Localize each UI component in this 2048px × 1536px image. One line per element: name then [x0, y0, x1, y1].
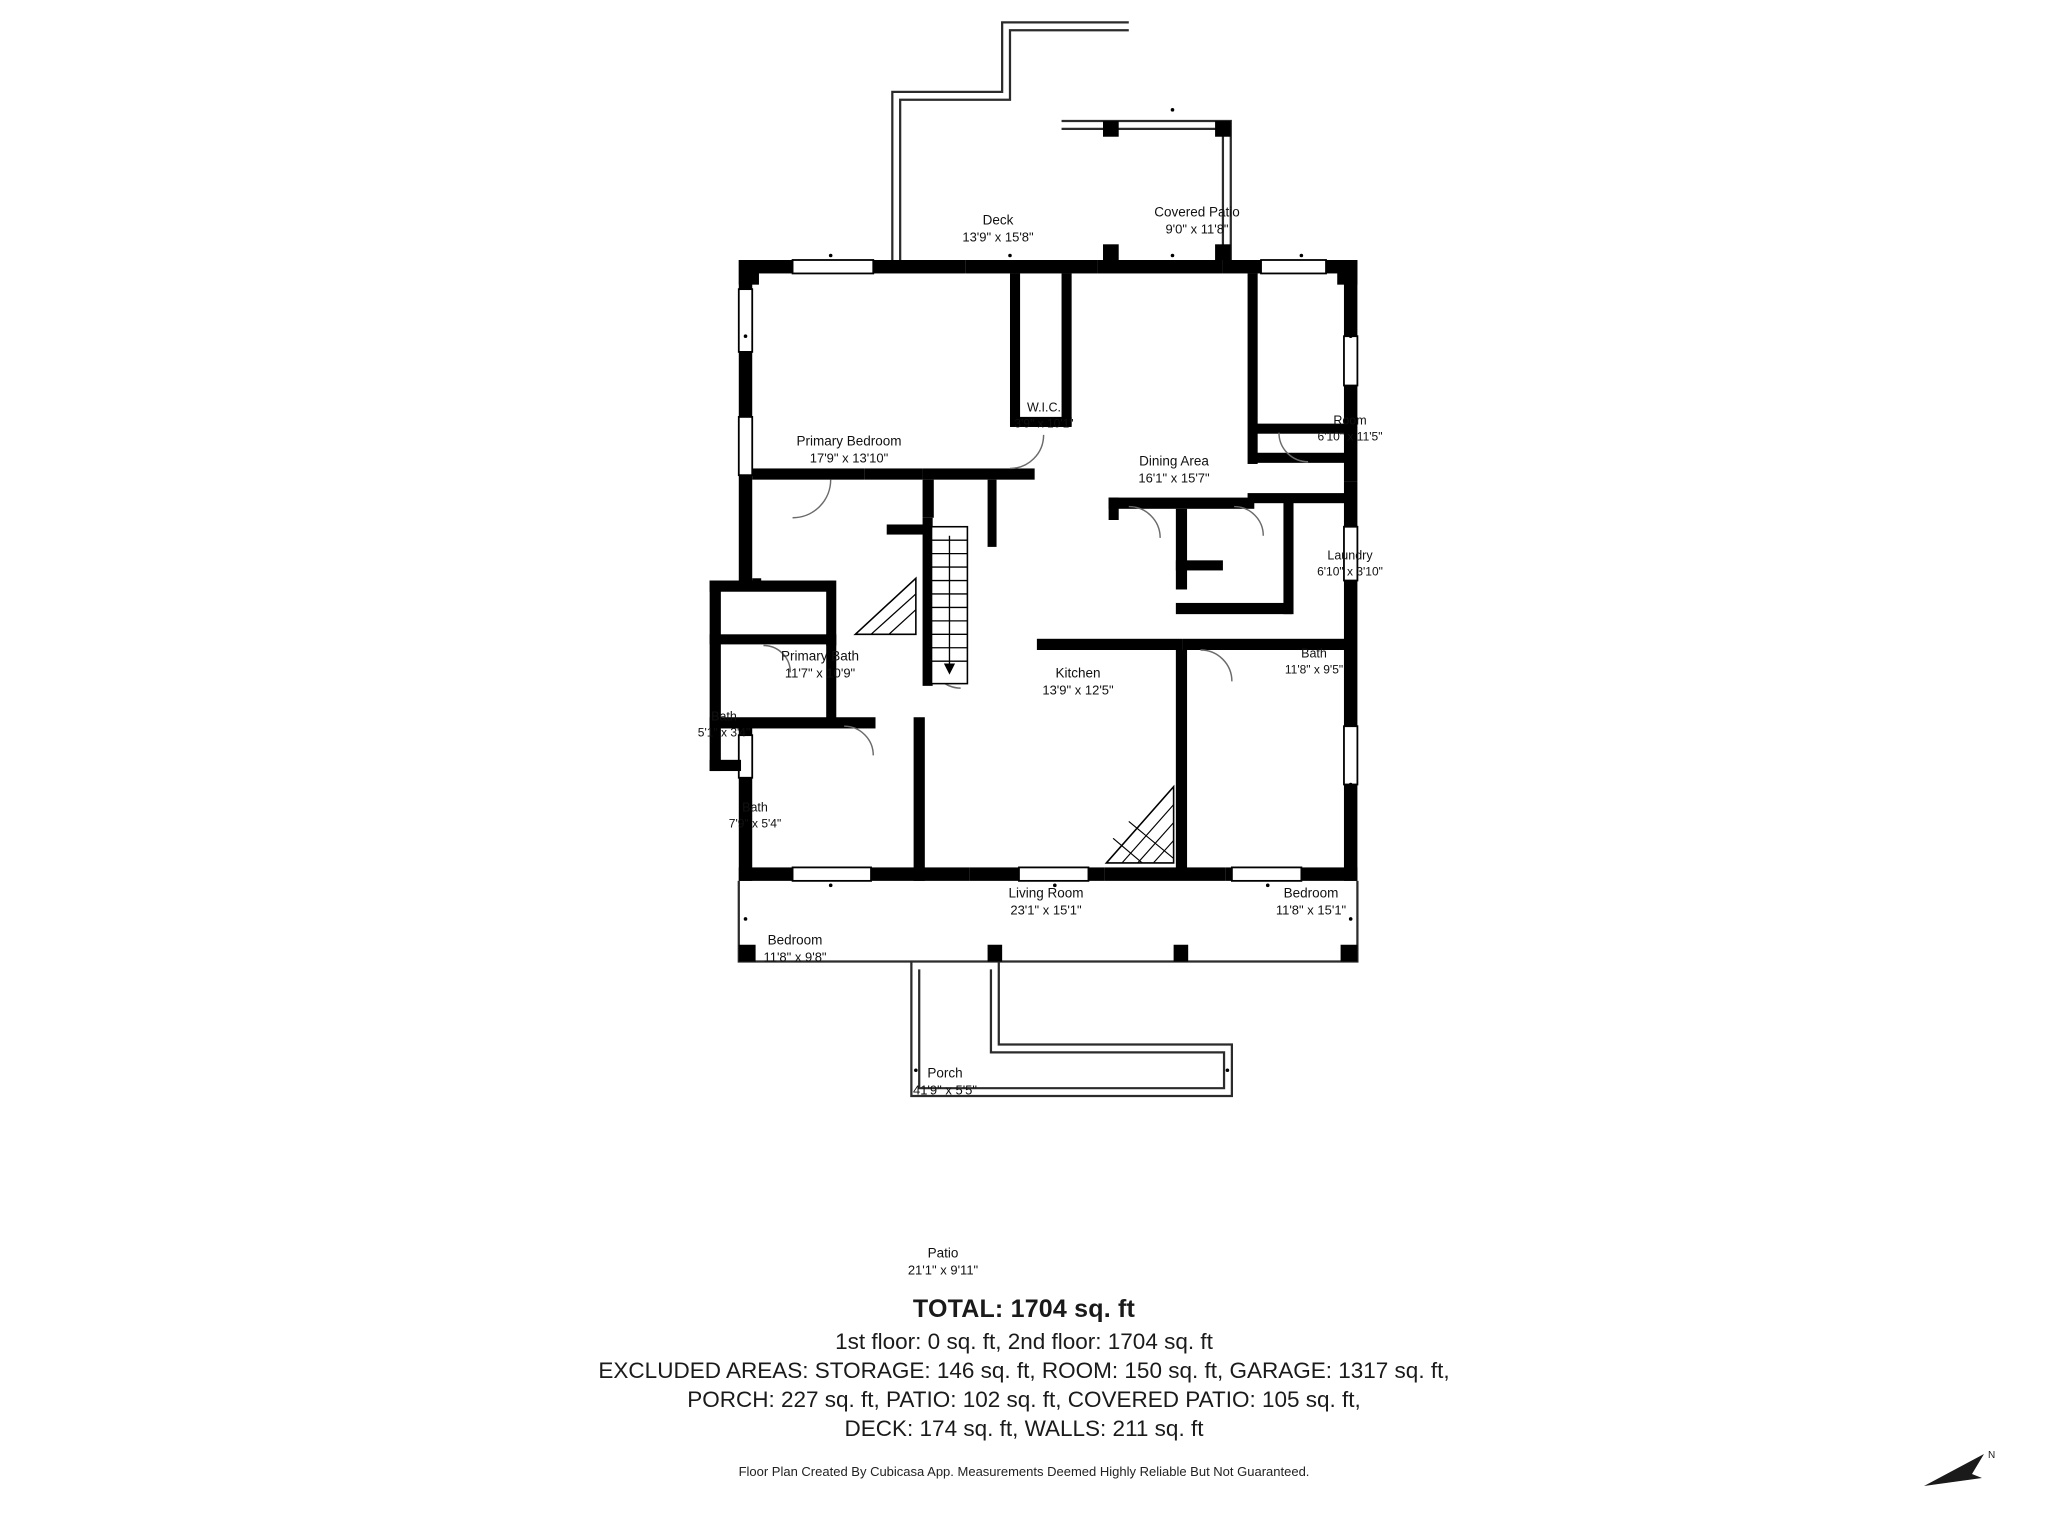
area-summary [0, 1295, 2048, 1479]
room-dimensions: 17'9" x 13'10" [809, 450, 889, 466]
patio-outline [911, 962, 1232, 1096]
patio-post [1215, 121, 1231, 137]
room-name: Porch [927, 1065, 963, 1081]
room-name: Bath [1301, 646, 1327, 661]
room-name: Bedroom [1283, 885, 1339, 901]
room-name: Deck [982, 212, 1014, 228]
porch-outline [739, 881, 1358, 962]
room-dimensions: 11'8" x 9'8" [763, 949, 827, 965]
excluded-areas-line-3: DECK: 174 sq. ft, WALLS: 211 sq. ft [844, 1416, 1204, 1441]
room-dimensions: 16'1" x 15'7" [1138, 470, 1210, 486]
excluded-areas-line-2: PORCH: 227 sq. ft, PATIO: 102 sq. ft, COVERED PATIO: 105 sq. ft, [687, 1387, 1361, 1412]
room-name: W.I.C. [1026, 400, 1062, 415]
room-dimensions: 41'9" x 5'5" [912, 1082, 978, 1098]
room-name: Room [1333, 413, 1367, 428]
interior-walls [710, 273, 1351, 880]
north-arrow-icon [1920, 1444, 2000, 1500]
north-arrow-label: N [1988, 1450, 1996, 1461]
covered-patio-outline [1062, 121, 1231, 260]
room-dimensions: 23'1" x 15'1" [1010, 902, 1082, 918]
creator-credit-text: Floor Plan Created By Cubicasa App. Measurements Deemed Highly Reliable But Not Guaranteed. [738, 1464, 1310, 1479]
room-dimensions: 6'10" x 11'5" [1317, 429, 1383, 444]
excluded-areas-line-1: EXCLUDED AREAS: STORAGE: 146 sq. ft, ROOM: 150 sq. ft, GARAGE: 1317 sq. ft, [598, 1358, 1450, 1383]
room-dimensions: 11'7" x 10'9" [784, 665, 856, 681]
patio-post [1103, 244, 1119, 260]
room-dimensions: 6'10" x 3'10" [1317, 564, 1383, 579]
total-area-text: TOTAL: 1704 sq. ft [912, 1295, 1136, 1323]
room-dimensions: 9'0" x 11'8" [1165, 221, 1229, 237]
exterior-walls [739, 260, 1358, 881]
windows [739, 260, 1358, 881]
room-dimensions: 11'8" x 15'1" [1275, 902, 1347, 918]
deck-outline [892, 22, 1128, 260]
room-dimensions: 21'1" x 9'11" [907, 1262, 979, 1278]
patio-post [1103, 121, 1119, 137]
patio-post [1215, 244, 1231, 260]
room-name: Bedroom [767, 932, 823, 948]
floor-breakdown-text: 1st floor: 0 sq. ft, 2nd floor: 1704 sq. ft [835, 1329, 1213, 1354]
room-name: Kitchen [1055, 665, 1101, 681]
room-name: Living Room [1008, 885, 1084, 901]
room-name: Dining Area [1139, 453, 1209, 469]
room-dimensions: 13'9" x 15'8" [962, 229, 1034, 245]
room-name: Primary Bath [780, 648, 860, 664]
room-dimensions: 11'8" x 9'5" [1284, 662, 1344, 677]
room-name: Laundry [1327, 548, 1373, 563]
room-dimensions: 5'1" x 3'4" [697, 725, 751, 740]
room-name: Patio [927, 1245, 959, 1261]
room-name: Bath [711, 709, 737, 724]
fireplace-hatch [1106, 787, 1173, 863]
room-name: Bath [742, 800, 768, 815]
room-name: Covered Patio [1154, 204, 1240, 220]
room-dimensions: 13'9" x 12'5" [1042, 682, 1114, 698]
staircase [855, 527, 967, 684]
room-dimensions: 7'9" x 5'4" [728, 816, 782, 831]
door-swings [763, 433, 1308, 756]
room-name: Primary Bedroom [796, 433, 902, 449]
room-dimensions: 3'9" x 10'1" [1014, 416, 1074, 431]
